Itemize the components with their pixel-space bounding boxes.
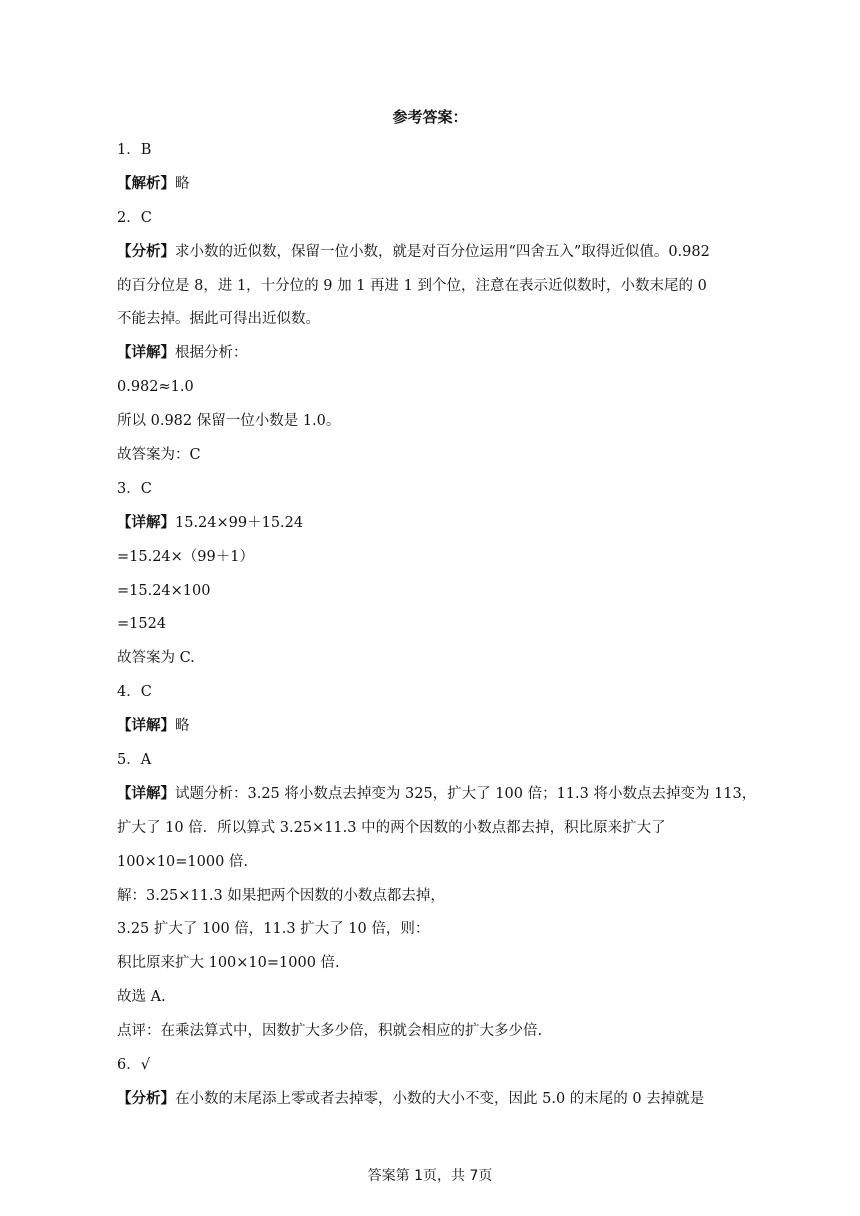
answer-line: [117, 473, 742, 507]
line-text: 略: [175, 718, 190, 735]
answer-line: [117, 337, 742, 371]
answer-line: [117, 1049, 742, 1083]
answer-line: [117, 270, 742, 304]
line-text: 不能去掉。据此可得出近似数。: [117, 311, 320, 328]
line-text: 点评：在乘法算式中，因数扩大多少倍，积就会相应的扩大多少倍.: [117, 1023, 543, 1040]
answer-line: [117, 371, 742, 405]
answer-line: [117, 744, 742, 778]
line-text: 100×10=1000 倍.: [117, 853, 249, 870]
section-tag: 【解析】: [117, 175, 175, 192]
answer-line: [117, 236, 742, 270]
answer-line: [117, 676, 742, 710]
section-tag: 【详解】: [117, 345, 175, 362]
answer-line: [117, 202, 742, 236]
line-text: 3.25 扩大了 100 倍，11.3 扩大了 10 倍，则：: [117, 921, 430, 938]
line-text: 所以 0.982 保留一位小数是 1.0。: [117, 413, 341, 430]
answer-line: [117, 541, 742, 575]
line-text: =15.24×（99＋1）: [117, 548, 254, 565]
answer-line: [117, 168, 742, 202]
line-text: 15.24×99＋15.24: [175, 514, 304, 531]
page-title: 参考答案：: [392, 108, 468, 126]
answer-line: [117, 405, 742, 439]
section-tag: 【详解】: [117, 514, 175, 531]
answer-line: [117, 1083, 742, 1117]
line-text: 故答案为：C: [117, 447, 201, 464]
answer-line: [117, 575, 742, 609]
line-text: 3．C: [117, 480, 152, 497]
line-text: 2．C: [117, 209, 152, 226]
page-footer: 答案第 1页，共 7页: [367, 1168, 493, 1184]
answer-line: [117, 981, 742, 1015]
line-text: 0.982≈1.0: [117, 379, 194, 396]
line-text: 1．B: [117, 142, 152, 158]
answer-line: [117, 1015, 742, 1049]
answer-line: [117, 812, 742, 846]
answer-line: [117, 642, 742, 676]
line-text: 积比原来扩大 100×10=1000 倍.: [117, 955, 340, 972]
line-text: 5．A: [117, 752, 152, 769]
answer-line: [117, 608, 742, 642]
section-tag: 【分析】: [117, 1090, 175, 1107]
answer-line: [117, 710, 742, 744]
line-text: 求小数的近似数，保留一位小数，就是对百分位运用“四舍五入”取得近似值。0.982: [175, 243, 710, 260]
line-text: 解：3.25×11.3 如果把两个因数的小数点都去掉，: [117, 887, 445, 904]
answer-line: [117, 880, 742, 914]
line-text: 根据分析：: [175, 345, 248, 362]
line-text: 4．C: [117, 684, 152, 701]
line-text: 试题分析：3.25 将小数点去掉变为 325，扩大了 100 倍；11.3 将小数点去掉变为 113，: [175, 785, 757, 802]
answer-line: [117, 439, 742, 473]
answer-line: [117, 303, 742, 337]
answer-line: [117, 507, 742, 541]
section-tag: 【详解】: [117, 785, 175, 802]
line-text: 扩大了 10 倍．所以算式 3.25×11.3 中的两个因数的小数点都去掉，积比原来扩大了: [117, 819, 666, 836]
line-text: 在小数的末尾添上零或者去掉零，小数的大小不变，因此 5.0 的末尾的 0 去掉就是: [175, 1090, 705, 1107]
section-tag: 【分析】: [117, 243, 175, 260]
line-text: 6．√: [117, 1057, 150, 1074]
line-text: =1524: [117, 616, 167, 633]
line-text: =15.24×100: [117, 582, 211, 599]
line-text: 故答案为 C.: [117, 650, 195, 667]
answer-body: [117, 134, 757, 1117]
line-text: 的百分位是 8，进 1，十分位的 9 加 1 再进 1 到个位，注意在表示近似数时，小数末尾的 0: [117, 277, 707, 294]
answer-line: [117, 913, 742, 947]
line-text: 故选 A.: [117, 989, 166, 1006]
answer-line: [117, 947, 742, 981]
line-text: 略: [175, 175, 190, 192]
answer-line: [117, 846, 742, 880]
section-tag: 【详解】: [117, 718, 175, 735]
answer-line: [117, 134, 742, 168]
answer-line: [117, 778, 757, 812]
